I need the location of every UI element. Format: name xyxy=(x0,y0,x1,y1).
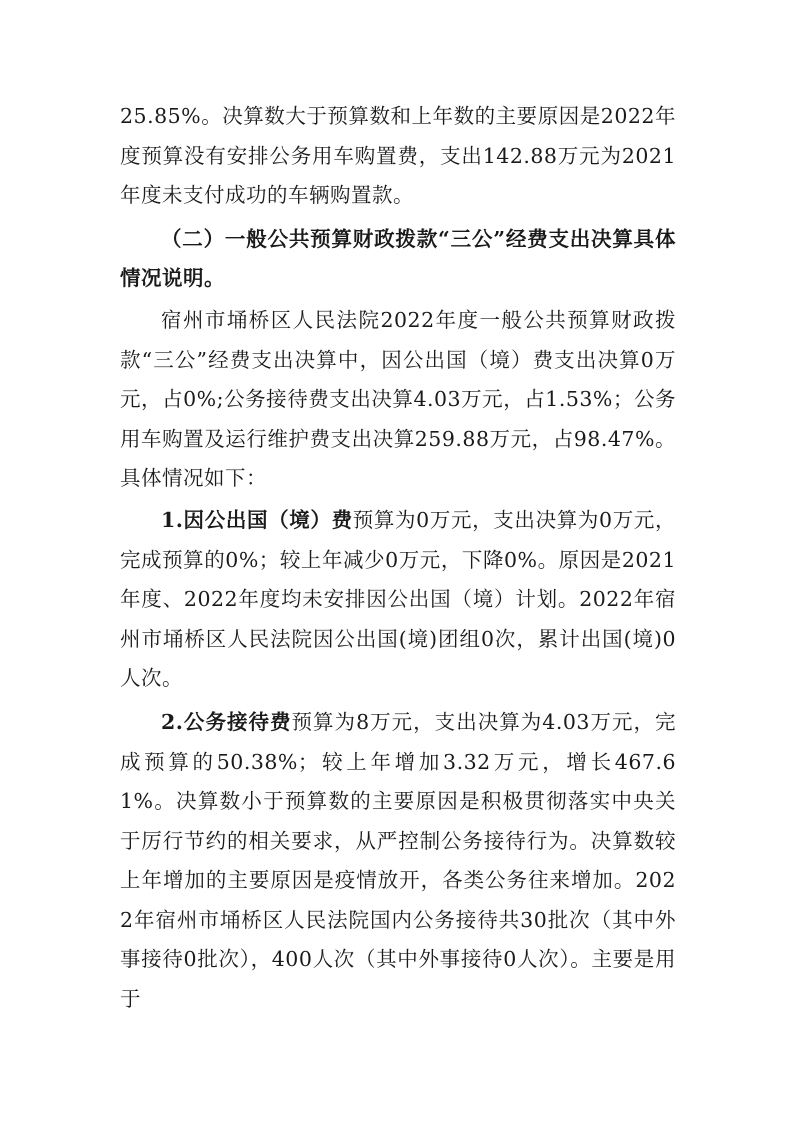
item-official-reception xyxy=(120,703,676,1020)
item-overseas-travel-text: 预算为0万元，支出决算为0万元，完成预算的0%；较上年减少0万元，下降0%。原因是2021年度、2022年度均未安排因公出国（境）计划。2022年宿州市埇桥区人民法院因公出国(境)团组0次，累计出国(境)0人次。 xyxy=(120,507,676,691)
document-page xyxy=(120,97,676,1020)
item-official-reception-text: 预算为8万元，支出决算为4.03万元，完成预算的50.38%；较上年增加3.32万元，增长467.61%。决算数小于预算数的主要原因是积极贯彻落实中央关于厉行节约的相关要求，从严控制公务接待行为。决算数较上年增加的主要原因是疫情放开，各类公务往来增加。2022年宿州市埇桥区人民法院国内公务接待共30批次（其中外事接待0批次），400人次（其中外事接待0人次）。主要是用于 xyxy=(120,709,676,1012)
paragraph-three-public-summary: 宿州市埇桥区人民法院2022年度一般公共预算财政拨款“三公”经费支出决算中，因公出国（境）费支出决算0万元，占0%;公务接待费支出决算4.03万元，占1.53%；公务用车购置及运行维护费支出决算259.88万元，占98.47%。具体情况如下： xyxy=(120,307,676,491)
item-official-reception-label: 2.公务接待费 xyxy=(161,709,292,734)
paragraph-budget-reason: 25.85%。决算数大于预算数和上年数的主要原因是2022年度预算没有安排公务用车购置费，支出142.88万元为2021年度未支付成功的车辆购置款。 xyxy=(120,104,676,208)
section-heading-three-public-expenses: （二）一般公共预算财政拨款“三公”经费支出决算具体情况说明。 xyxy=(120,226,676,291)
item-overseas-travel xyxy=(120,501,676,699)
item-overseas-travel-label: 1.因公出国（境）费 xyxy=(161,507,353,532)
